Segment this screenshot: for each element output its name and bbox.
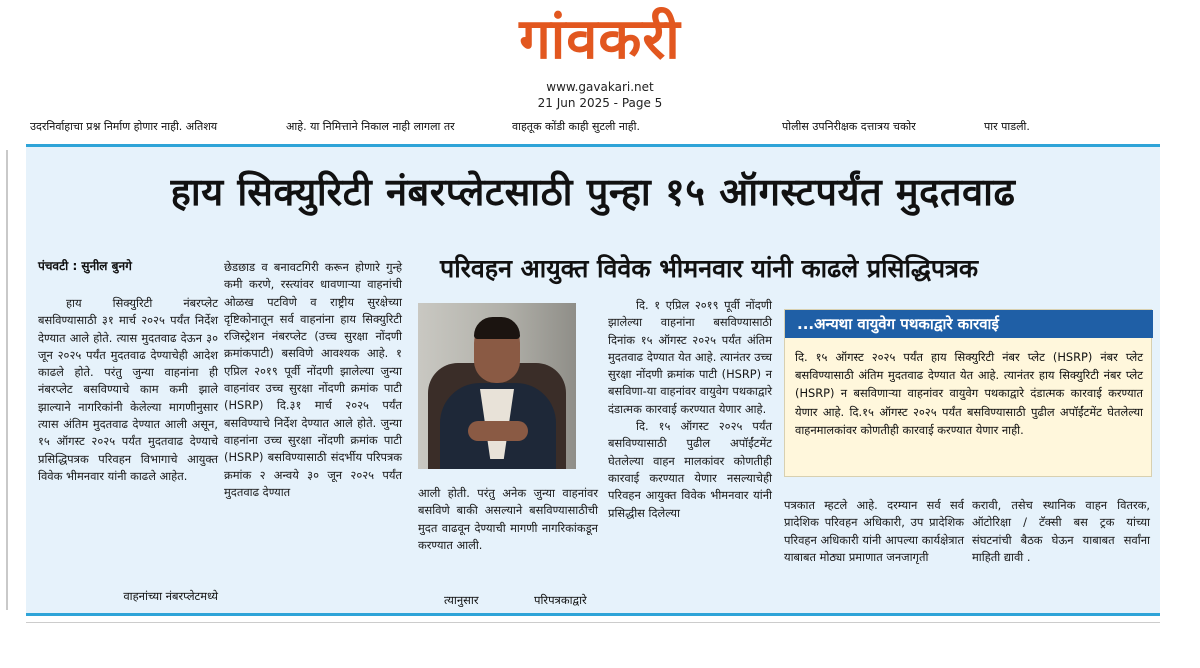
byline: पंचवटी : सुनील बुनगे [38, 259, 132, 273]
article-column-4 [608, 297, 772, 522]
column-4-text-2: दि. १५ ऑगस्ट २०२५ पर्यंत बसविण्यासाठी पुढील अपॉईंटमेंट घेतलेल्या वाहन मालकांवर कोणतीही कारवाई करण्यात येणार नसल्याचेही परिवहन आयुक्त विवेक भीमनवार यांनी प्रसिद्धीस दिलेल्या [608, 419, 772, 520]
strip-text-3: वाहतूक कोंडी काही सुटली नाही. [512, 120, 640, 133]
article-column-3 [418, 485, 598, 554]
previous-article-strip [0, 116, 1200, 138]
highlight-box-text: दि. १५ ऑगस्ट २०२५ पर्यंत हाय सिक्युरिटी नंबर प्लेट (HSRP) नंबर प्लेट बसविण्यासाठी अंतिम मुदतवाढ देण्यात येत आहे. त्यानंतर हाय सिक्युरिटी नंबर प्लेट (HSRP) न बसविणाऱ्या वाहनांवर वायुवेग पथकाद्वारे दंडात्मक कारवाई करण्यात येणार आहे. दि.१५ ऑगस्ट २०२५ पर्यंत बसविण्यासाठी पुढील अपॉईंटमेंट घेतलेल्या वाहनमालकांवर कोणतीही कारवाई करण्यात येणार नाही. [795, 350, 1143, 437]
column-4-text: दि. १ एप्रिल २०१९ पूर्वी नोंदणी झालेल्या वाहनांना बसविण्यासाठी दिनांक १५ ऑगस्ट २०२५ पर्यंत अंतिम मुदतवाढ देण्यात येत आहे. त्यानंतर उच्च सुरक्षा नोंदणी क्रमांक पाटी (HSRP) न बसविणा-या वाहनांवर वायुवेग पथकाद्वारे दंडात्मक कारवाई करण्यात येणार आहे. [608, 298, 772, 416]
strip-text-4: पोलीस उपनिरीक्षक दत्तात्रय चकोर [782, 120, 916, 133]
highlight-box-title: ...अन्यथा वायुवेग पथकाद्वारे कारवाई [785, 310, 1153, 338]
strip-text-1: उदरनिर्वाहाचा प्रश्न निर्माण होणार नाही. अतिशय [30, 120, 218, 133]
article-subheadline: परिवहन आयुक्त विवेक भीमनवार यांनी काढले प्रसिद्धिपत्रक [440, 254, 979, 283]
masthead [0, 0, 1200, 118]
article-column-5 [784, 497, 964, 566]
column-1-text: हाय सिक्युरिटी नंबरप्लेट बसविण्यासाठी ३१ मार्च २०२५ पर्यंत निर्देश देण्यात आले होते. त्यास मुदतवाढ देऊन ३० जून २०२५ पर्यंत मुदतवाढ देण्याचेही आदेश काढले होते. परंतु जुन्या वाहनांना ही नंबरप्लेट बसविण्याचे काम कमी झाले झाल्याने नागरिकांनी केलेल्या मागणीनुसार त्यास अंतिम मुदतवाढ देण्यात आली असून, १५ ऑगस्ट २०२५ पर्यंत मुदतवाढ देण्याचे प्रसिद्धिपत्रक परिवहन विभागाचे आयुक्त विवेक भीमनवार यांनी काढले आहेत. [38, 296, 218, 483]
website-url[interactable]: www.gavakari.net [546, 80, 654, 94]
news-article-panel [26, 144, 1160, 616]
strip-text-5: पार पाडली. [984, 120, 1030, 133]
left-margin-rule [6, 150, 8, 610]
strip-text-2: आहे. या निमित्ताने निकाल नाही लागला तर [286, 120, 455, 133]
column-3-foot-right: परिपत्रकाद्वारे [534, 593, 587, 607]
official-photo [418, 303, 576, 469]
article-column-6 [972, 497, 1150, 566]
column-3-text: आली होती. परंतु अनेक जुन्या वाहनांवर बसविणे बाकी असल्याने बसविण्यासाठीची मुदत वाढवून देण्याची मागणी नागरिकांकडून करण्यात आली. [418, 486, 598, 552]
column-1-foot: वाहनांच्या नंबरप्लेटमध्ये [123, 589, 218, 603]
newspaper-logo: गांवकरी [519, 7, 681, 72]
page-dateline: 21 Jun 2025 - Page 5 [537, 96, 663, 110]
article-column-1 [38, 295, 218, 485]
column-2-text: छेडछाड व बनावटगिरी करून होणारे गुन्हे कमी करणे, रस्त्यांवर धावणाऱ्या वाहनांची ओळख पटविणे व राष्ट्रीय सुरक्षेच्या दृष्टिकोनातून सर्व वाहनांना हाय सिक्युरिटी रजिस्ट्रेशन नंबरप्लेट (उच्च सुरक्षा नोंदणी क्रमांकपाटी) बसविणे आवश्यक आहे. १ एप्रिल २०१९ पूर्वी नोंदणी झालेल्या जुन्या वाहनांवर उच्च सुरक्षा नोंदणी क्रमांक पाटी (HSRP) दि.३१ मार्च २०२५ पर्यंत बसविण्याचे निर्देश देण्यात आले होते. जुन्या वाहनांना उच्च सुरक्षा नोंदणी क्रमांक पाटी (HSRP) बसविण्यासाठी संदर्भीय परिपत्रक क्रमांक २ अन्वये ३० जून २०२५ पर्यंत मुदतवाढ देण्यात [224, 260, 402, 499]
column-5-text: पत्रकात म्हटले आहे. दरम्यान सर्व सर्व प्रादेशिक परिवहन अधिकारी, उप प्रादेशिक परिवहन अधिकारी यांनी आपल्या कार्यक्षेत्रात याबाबत मोठ्या प्रमाणात जनजागृती [784, 498, 964, 564]
column-6-text: करावी, तसेच स्थानिक वाहन वितरक, ऑटोरिक्षा / टॅक्सी बस ट्रक यांच्या संघटनांची बैठक घेऊन याबाबत सर्वांना माहिती द्यावी . [972, 498, 1150, 564]
bottom-rule [26, 622, 1160, 623]
column-3-foot-left: त्यानुसार [444, 593, 479, 607]
highlight-box [784, 309, 1152, 477]
article-column-2 [224, 259, 402, 501]
article-headline: हाय सिक्युरिटी नंबरप्लेटसाठी पुन्हा १५ ऑगस्टपर्यंत मुदतवाढ [170, 170, 1016, 214]
